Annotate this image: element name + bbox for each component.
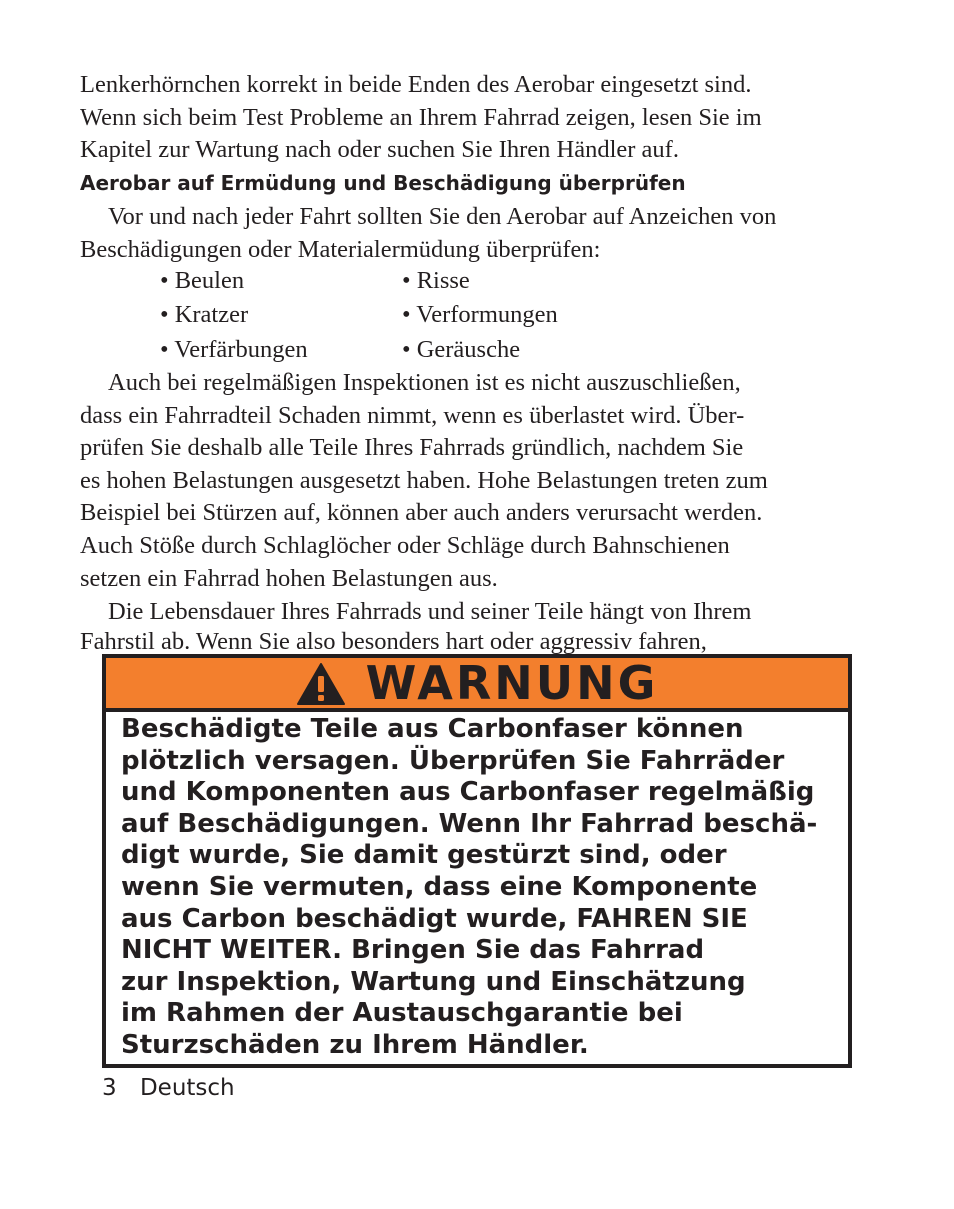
text-line: digt wurde, Sie damit gestürzt sind, oder — [121, 840, 727, 871]
text-line: aus Carbon beschädigt wurde, FAHREN SIE — [121, 903, 748, 934]
lifespan-paragraph — [80, 596, 880, 629]
damage-signs-list — [160, 264, 558, 367]
text-line: Fahrstil ab. Wenn Sie also besonders hart oder aggressiv fahren, — [80, 628, 707, 654]
page-number: 3 — [102, 1075, 117, 1101]
text-line: wenn Sie vermuten, dass eine Komponente — [121, 871, 758, 902]
list-item: • Risse — [402, 267, 470, 294]
text-line: es hohen Belastungen ausgesetzt haben. Hohe Belastungen treten zum — [80, 466, 768, 494]
text-line: auf Beschädigungen. Wenn Ihr Fahrrad beschä- — [121, 808, 818, 839]
text-line: dass ein Fahrradteil Schaden nimmt, wenn es überlastet wird. Über- — [80, 401, 745, 429]
text-line: zur Inspektion, Wartung und Einschätzung — [121, 966, 746, 997]
list-item: • Verfärbungen — [160, 335, 308, 363]
section-heading: Aerobar auf Ermüdung und Beschädigung überprüfen — [80, 171, 686, 195]
list-row — [160, 333, 558, 367]
text-line: Kapitel zur Wartung nach oder suchen Sie Ihren Händler auf. — [80, 136, 679, 164]
warning-header — [106, 658, 848, 712]
text-line: Beschädigungen oder Materialermüdung überprüfen: — [80, 235, 601, 263]
list-item: • Geräusche — [402, 335, 521, 363]
warning-title: WARNUNG — [365, 656, 659, 710]
text-line: NICHT WEITER. Bringen Sie das Fahrrad — [121, 935, 705, 966]
text-line: Auch Stöße durch Schlaglöcher oder Schläge durch Bahnschienen — [80, 531, 730, 559]
lifespan-paragraph-continued — [80, 626, 880, 654]
text-line: Sturzschäden zu Ihrem Händler. — [121, 1029, 589, 1060]
list-item: • Verformungen — [402, 301, 558, 329]
warning-box — [102, 654, 852, 1068]
text-line: Beschädigte Teile aus Carbonfaser können — [121, 714, 744, 744]
text-line: Die Lebensdauer Ihres Fahrrads und seiner Teile hängt von Ihrem — [108, 598, 752, 625]
text-line: plötzlich versagen. Überprüfen Sie Fahrräder — [121, 745, 785, 776]
warning-triangle-icon — [296, 662, 346, 706]
text-line: setzen ein Fahrrad hohen Belastungen aus. — [80, 564, 498, 592]
section-intro-paragraph — [80, 201, 880, 266]
list-item: • Kratzer — [160, 301, 249, 329]
text-line: und Komponenten aus Carbonfaser regelmäßig — [121, 777, 815, 808]
intro-paragraph — [80, 69, 880, 167]
text-line: im Rahmen der Austauschgarantie bei — [121, 998, 683, 1029]
list-row — [160, 264, 558, 298]
warning-text — [121, 714, 817, 1062]
text-line: Vor und nach jeder Fahrt sollten Sie den Aerobar auf Anzeichen von — [108, 203, 777, 230]
text-line: Lenkerhörnchen korrekt in beide Enden des Aerobar eingesetzt sind. — [80, 71, 752, 98]
list-row — [160, 298, 558, 332]
inspection-paragraph — [80, 367, 880, 595]
page-footer — [102, 1075, 235, 1101]
text-line: Auch bei regelmäßigen Inspektionen ist es nicht auszuschließen, — [108, 369, 741, 396]
text-line: prüfen Sie deshalb alle Teile Ihres Fahrrads gründlich, nachdem Sie — [80, 434, 744, 462]
text-line: Beispiel bei Stürzen auf, können aber auch anders verursacht werden. — [80, 499, 763, 527]
text-line: Wenn sich beim Test Probleme an Ihrem Fahrrad zeigen, lesen Sie im — [80, 103, 762, 131]
list-item: • Beulen — [160, 267, 245, 294]
footer-language: Deutsch — [139, 1075, 235, 1101]
